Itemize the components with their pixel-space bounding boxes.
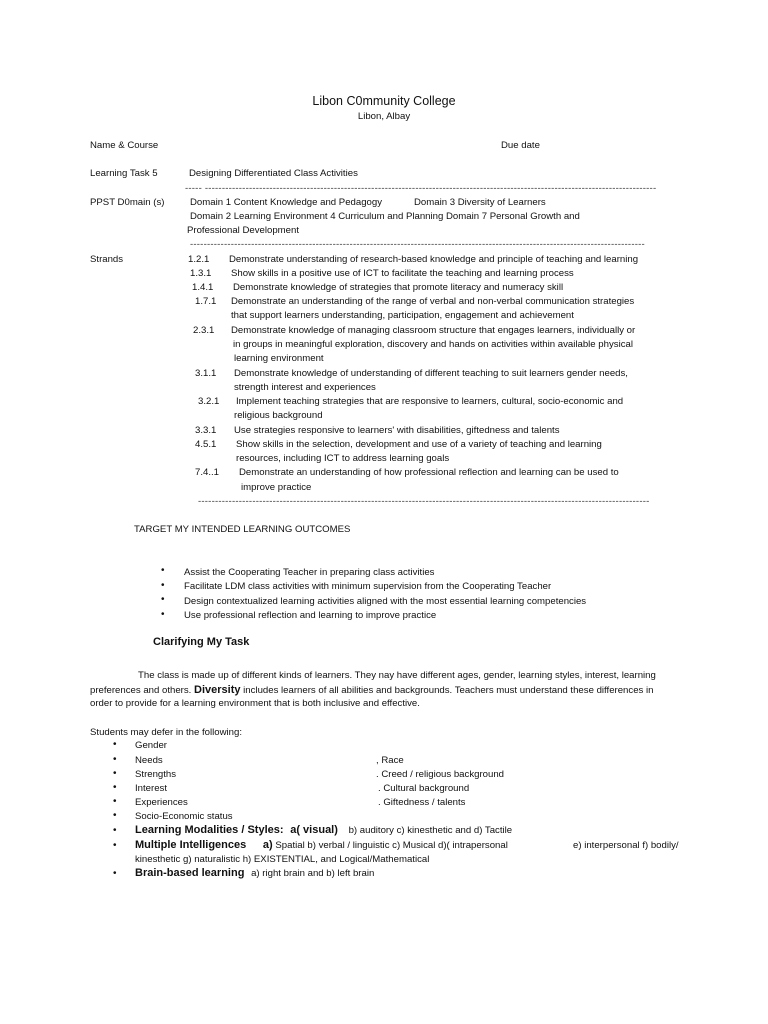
list-item: . Cultural background bbox=[378, 783, 470, 794]
divider: ----- ------------------------------------------------------------------------------------------------------------------------------------- bbox=[185, 183, 657, 194]
college-title: Libon C0mmunity College bbox=[312, 94, 456, 108]
ppst-domain-line-2: Domain 2 Learning Environment 4 Curriculum and Planning Domain 7 Personal Growth and bbox=[190, 211, 580, 222]
bullet-icon: • bbox=[113, 768, 117, 779]
strand-text: Show skills in a positive use of ICT to facilitate the teaching and learning process bbox=[231, 268, 574, 279]
multiple-intelligences-label: Multiple Intelligences bbox=[135, 839, 247, 851]
mi-a-label: a) bbox=[262, 839, 273, 851]
clarify-paragraph-line: The class is made up of different kinds of learners. They nay have different ages, gender, learning styles, interest, learning bbox=[138, 670, 656, 681]
strand-text: improve practice bbox=[241, 482, 312, 493]
modalities-rest: b) auditory c) kinesthetic and d) Tactile bbox=[348, 825, 513, 836]
strand-text: in groups in meaningful exploration, discovery and hands on activities within available physical bbox=[233, 339, 633, 350]
brain-based-label: Brain-based learning bbox=[135, 867, 245, 879]
strand-number: 1.4.1 bbox=[192, 282, 214, 293]
strand-text: that support learners understanding, participation, engagement and achievement bbox=[231, 310, 574, 321]
list-item: Facilitate LDM class activities with minimum supervision from the Cooperating Teacher bbox=[184, 581, 552, 592]
bullet-icon: • bbox=[113, 810, 117, 821]
strand-number: 3.2.1 bbox=[198, 396, 220, 407]
ppst-domain-line-3: Professional Development bbox=[187, 225, 299, 236]
bullet-icon: • bbox=[113, 754, 117, 765]
strand-number: 3.1.1 bbox=[195, 368, 217, 379]
list-item: Assist the Cooperating Teacher in preparing class activities bbox=[184, 567, 435, 578]
clarify-paragraph-line bbox=[90, 684, 653, 696]
divider: -------------------------------------------------------------------------------------------------------------------------------------- bbox=[190, 239, 645, 250]
strand-text: Demonstrate knowledge of understanding of different teaching to suit learners gender needs, bbox=[234, 368, 628, 379]
strand-text: Demonstrate knowledge of strategies that promote literacy and numeracy skill bbox=[233, 282, 564, 293]
ppst-label: PPST D0main (s) bbox=[90, 197, 165, 208]
brain-based-rest: a) right brain and b) left brain bbox=[251, 868, 375, 879]
list-item bbox=[135, 867, 374, 879]
modalities-visual: a( visual) bbox=[290, 824, 338, 836]
bullet-icon: • bbox=[161, 594, 165, 605]
name-course-label: Name & Course bbox=[90, 140, 159, 151]
college-location: Libon, Albay bbox=[357, 111, 411, 122]
strand-text: Demonstrate an understanding of how professional reflection and learning can be used to bbox=[239, 467, 619, 478]
strand-text: Implement teaching strategies that are responsive to learners, cultural, socio-economic and bbox=[236, 396, 624, 407]
bullet-icon: • bbox=[113, 782, 117, 793]
list-item: . Giftedness / talents bbox=[378, 797, 466, 808]
learning-task-label: Learning Task 5 bbox=[90, 168, 158, 179]
list-item: Use professional reflection and learning to improve practice bbox=[184, 610, 437, 621]
strands-label: Strands bbox=[90, 254, 124, 265]
strand-text: Demonstrate knowledge of managing classroom structure that engages learners, individually or bbox=[231, 325, 636, 336]
strand-number: 4.5.1 bbox=[195, 439, 217, 450]
strand-text: strength interest and experiences bbox=[234, 382, 376, 393]
mi-rest: Spatial b) verbal / linguistic c) Musical d)( intrapersonal bbox=[275, 840, 508, 851]
strand-text: Demonstrate an understanding of the range of verbal and non-verbal communication strategies bbox=[231, 296, 635, 307]
list-item: Design contextualized learning activities aligned with the most essential learning competencies bbox=[184, 596, 587, 607]
clarify-heading: Clarifying My Task bbox=[153, 636, 250, 648]
diversity-term: Diversity bbox=[194, 684, 241, 696]
strand-text: Demonstrate understanding of research-based knowledge and principle of teaching and learning bbox=[229, 254, 639, 265]
list-item: Socio-Economic status bbox=[135, 811, 233, 822]
list-item: Experiences bbox=[135, 797, 188, 808]
strand-number: 2.3.1 bbox=[193, 325, 215, 336]
students-intro: Students may defer in the following: bbox=[90, 727, 242, 738]
bullet-icon: • bbox=[113, 868, 117, 879]
list-item: Interest bbox=[135, 783, 167, 794]
strand-text: Use strategies responsive to learners' with disabilities, giftedness and talents bbox=[234, 425, 560, 436]
ppst-domain-1: Domain 1 Content Knowledge and Pedagogy bbox=[190, 197, 383, 208]
clarify-paragraph-line: order to provide for a learning environment that is both inclusive and effective. bbox=[90, 698, 420, 709]
list-item: , Race bbox=[376, 755, 404, 766]
clarify-text: preferences and others. bbox=[90, 685, 192, 696]
modalities-label: Learning Modalities / Styles: bbox=[135, 824, 284, 836]
target-heading: TARGET MY INTENDED LEARNING OUTCOMES bbox=[134, 524, 351, 535]
bullet-icon: • bbox=[113, 825, 117, 836]
clarify-text: includes learners of all abilities and backgrounds. Teachers must understand these differences in bbox=[243, 685, 654, 696]
due-date-label: Due date bbox=[501, 140, 540, 151]
learning-task-value: Designing Differentiated Class Activities bbox=[189, 168, 358, 179]
strand-number: 3.3.1 bbox=[195, 425, 217, 436]
strand-number: 7.4..1 bbox=[195, 467, 220, 478]
strand-text: learning environment bbox=[234, 353, 324, 364]
bullet-icon: • bbox=[161, 609, 165, 620]
list-item bbox=[135, 824, 512, 836]
strand-number: 1.7.1 bbox=[195, 296, 217, 307]
list-item: . Creed / religious background bbox=[376, 769, 504, 780]
strand-number: 1.3.1 bbox=[190, 268, 212, 279]
mi-right: e) interpersonal f) bodily/ bbox=[573, 840, 679, 851]
list-item: Gender bbox=[135, 740, 167, 751]
strand-text: religious background bbox=[234, 410, 323, 421]
bullet-icon: • bbox=[161, 565, 165, 576]
bullet-icon: • bbox=[113, 739, 117, 750]
strand-number: 1.2.1 bbox=[188, 254, 210, 265]
list-item bbox=[135, 839, 508, 851]
mi-line-2: kinesthetic g) naturalistic h) EXISTENTIAL, and Logical/Mathematical bbox=[135, 854, 430, 865]
strand-text: Show skills in the selection, development and use of a variety of teaching and learning bbox=[236, 439, 602, 450]
bullet-icon: • bbox=[113, 796, 117, 807]
strand-text: resources, including ICT to address learning goals bbox=[236, 453, 450, 464]
bullet-icon: • bbox=[161, 580, 165, 591]
bullet-icon: • bbox=[113, 840, 117, 851]
ppst-domain-3: Domain 3 Diversity of Learners bbox=[414, 197, 546, 208]
divider: ------------------------------------------------------------------------------------------------------------------------------------- bbox=[198, 496, 650, 507]
list-item: Strengths bbox=[135, 769, 177, 780]
list-item: Needs bbox=[135, 755, 163, 766]
